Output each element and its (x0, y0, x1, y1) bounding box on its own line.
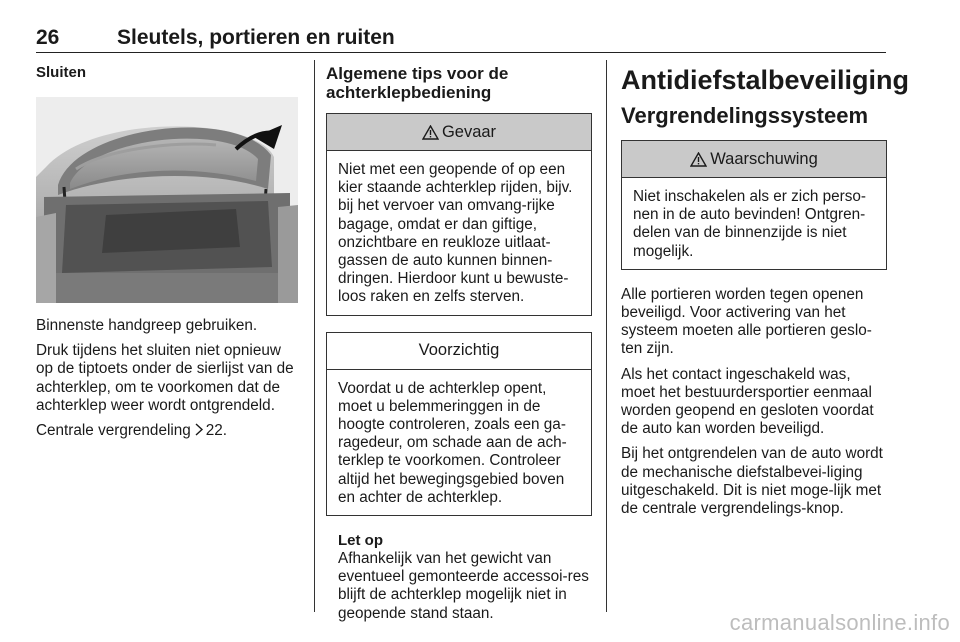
note-body: Afhankelijk van het gewicht van eventueel gemonteerde accessoi-res blijft de achterklep mogelijk niet in geopende stand staan. (338, 550, 589, 622)
car-tailgate-photo (36, 97, 298, 303)
para-central-locking-ref (36, 422, 298, 440)
para-doors-secured: Alle portieren worden tegen openen beveiligd. Voor activering van het systeem moeten alle portieren geslo-ten zijn. (621, 285, 872, 358)
warning-box (621, 140, 887, 270)
watermark: carmanualsonline.info (729, 610, 950, 635)
warning-box-header (622, 141, 886, 178)
column-anti-theft (621, 64, 910, 525)
danger-box-title: Gevaar (441, 122, 497, 141)
page-number: 26 (36, 26, 60, 49)
warning-triangle-icon (690, 152, 707, 167)
column-divider (314, 60, 315, 612)
para-unlocking: Bij het ontgrendelen van de auto wordt de mechanische diefstalbevei-liging uitgeschakeld. Dit is niet moge-lijk met de centrale vergrendelings-knop. (621, 445, 883, 518)
ref-page[interactable]: 22. (205, 422, 228, 440)
subheading-locking-system: Vergrendelingssysteem (621, 103, 869, 128)
caution-box-title: Voorzichtig (418, 341, 500, 360)
warning-box-body: Niet inschakelen als er zich perso-nen in de auto bevinden! Ontgren-delen van de binnenzijde is niet mogelijk. (633, 188, 866, 260)
danger-box-header (327, 114, 591, 151)
caution-box-header (327, 333, 591, 370)
page-header (36, 26, 886, 53)
column-tips (326, 64, 592, 630)
warning-triangle-icon (422, 125, 439, 140)
page-reference-arrow-icon (194, 423, 204, 436)
section-heading-anti-theft: Antidiefstalbeveiliging (621, 65, 910, 95)
caution-box-body: Voordat u de achterklep opent, moet u belemmeringgen in de hoogte controleren, zoals een ga-ragedeur, om schade aan de ach-terklep te voorkomen. Controleer altijd het bewegingsgebied boven en achter de achterklep. (338, 379, 567, 506)
danger-box (326, 113, 592, 316)
caution-box (326, 332, 592, 516)
section-heading-tips: Algemene tips voor de achterklepbediening (326, 64, 509, 102)
para-press-warning: Druk tijdens het sluiten niet opnieuw op de tiptoets onder de sierlijst van de achterklep, om te voorkomen dat de achterklep weer wordt ontgrendeld. (36, 342, 294, 414)
column-divider (606, 60, 607, 612)
para-ignition: Als het contact ingeschakeld was, moet het bestuurdersportier eenmaal worden geopend en gesloten voordat de auto kan worden beveiligd. (621, 365, 874, 438)
danger-box-body: Niet met een geopende of op een kier staande achterklep rijden, bijv. bij het vervoer van omvang-rijke bagage, omdat er dan giftige, onzichtbare en reukloze uitlaat-gassen de auto kunnen binnen-dringen. Hierdoor kunt u bewuste-loos raken en zelfs sterven. (338, 161, 573, 306)
page-title: Sleutels, portieren en ruiten (117, 26, 395, 49)
section-heading-closing: Sluiten (36, 64, 87, 81)
note-title: Let op (338, 532, 383, 550)
note-block (326, 532, 592, 623)
column-closing (36, 64, 298, 447)
warning-box-title: Waarschuwing (710, 149, 818, 168)
para-inner-handle: Binnenste handgreep gebruiken. (36, 317, 258, 334)
ref-label: Centrale vergrendeling (36, 422, 191, 440)
